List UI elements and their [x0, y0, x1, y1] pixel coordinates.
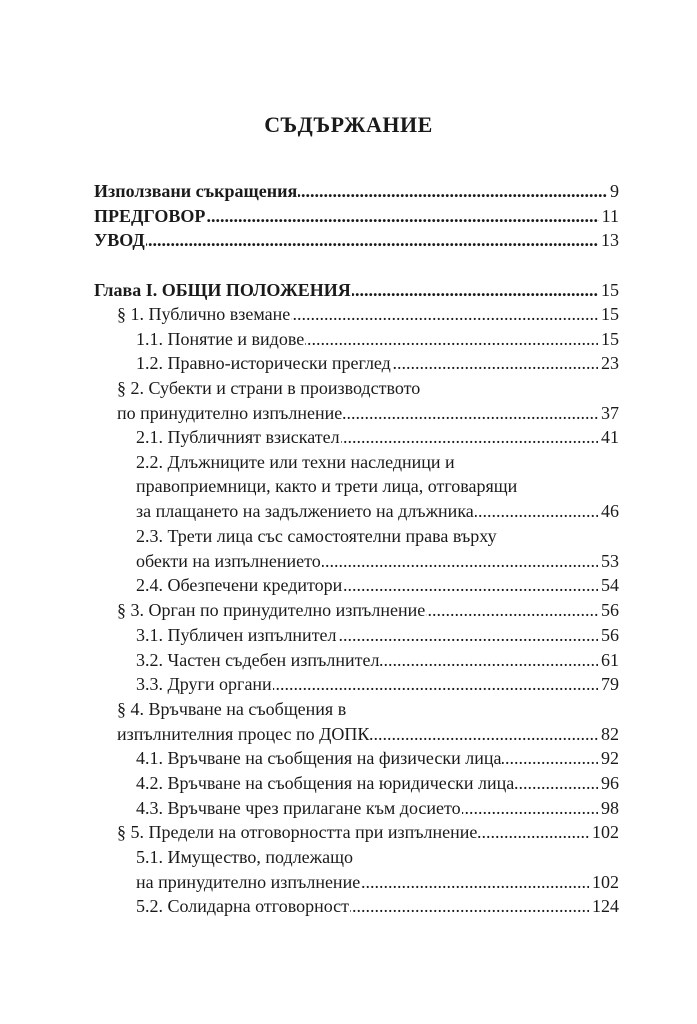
toc-entry-subsection-5-2[interactable]	[136, 894, 619, 918]
toc-entry-text: 1.1. Понятие и видове	[136, 329, 305, 349]
toc-entry-page: 11	[599, 204, 619, 228]
toc-entry-section-1[interactable]	[117, 302, 619, 326]
toc-entry-page: 79	[598, 672, 619, 696]
toc-entry-text: по принудително изпълнение	[117, 403, 343, 423]
toc-entry-subsection-2-2-line-1[interactable]: 2.2. Длъжниците или техни наследници и	[136, 452, 455, 472]
toc-entry-page: 56	[598, 598, 619, 622]
toc-entry-page: 61	[598, 648, 619, 672]
toc-entry-text: § 3. Орган по принудително изпълнение	[117, 600, 426, 620]
toc-entry-subsection-4-1[interactable]	[136, 746, 619, 770]
toc-entry-subsection-1-2[interactable]	[136, 351, 619, 375]
toc-entry-section-4[interactable]	[117, 722, 619, 746]
toc-entry-page: 96	[598, 771, 619, 795]
toc-entry-subsection-2-1[interactable]	[136, 425, 619, 449]
toc-entry-page: 92	[598, 746, 619, 770]
toc-entry-subsection-3-1[interactable]	[136, 623, 619, 647]
toc-entry-text: 2.1. Публичният взискател	[136, 427, 340, 447]
toc-entry-page: 102	[589, 820, 619, 844]
toc-entry-page: 124	[589, 894, 619, 918]
toc-entry-page: 37	[598, 401, 619, 425]
toc-entry-text: 3.3. Други органи	[136, 674, 272, 694]
toc-entry-page: 98	[598, 796, 619, 820]
toc-entry-text: обекти на изпълнението	[136, 551, 321, 571]
toc-entry-text: 1.2. Правно-исторически преглед	[136, 353, 391, 373]
toc-entry-subsection-2-3-line-1[interactable]: 2.3. Трети лица със самостоятелни права върху	[136, 526, 497, 546]
toc-entry-subsection-2-2-line-2[interactable]: правоприемници, както и трети лица, отговарящи	[136, 476, 518, 496]
toc-entry-page: 15	[598, 302, 619, 326]
toc-entry-text: Използвани съкращения	[94, 181, 298, 201]
toc-entry-section-4-line-1[interactable]: § 4. Връчване на съобщения в	[117, 699, 347, 719]
toc-entry-page: 13	[598, 228, 619, 252]
toc-entry-text: 4.1. Връчване на съобщения на физически лица	[136, 748, 502, 768]
toc-entry-section-2[interactable]	[117, 401, 619, 425]
toc-entry-text: 4.2. Връчване на съобщения на юридически лица	[136, 773, 515, 793]
toc-entry-text: ПРЕДГОВОР	[94, 206, 206, 226]
toc-entry-section-5[interactable]	[117, 820, 619, 844]
toc-entry-subsection-4-3[interactable]	[136, 796, 619, 820]
toc-entry-text: 4.3. Връчване чрез прилагане към досието	[136, 798, 461, 818]
toc-entry-page: 56	[598, 623, 619, 647]
toc-entry-text: 3.2. Частен съдебен изпълнител	[136, 650, 380, 670]
toc-entry-page: 9	[607, 179, 619, 203]
toc-entry-page: 23	[598, 351, 619, 375]
toc-entry-text: § 1. Публично вземане	[117, 304, 291, 324]
toc-entry-page: 82	[598, 722, 619, 746]
toc-entry-text: 2.4. Обезпечени кредитори	[136, 575, 343, 595]
toc-entry-chapter-1[interactable]	[94, 278, 619, 302]
toc-entry-subsection-5-1[interactable]	[136, 870, 619, 894]
toc-entry-subsection-3-3[interactable]	[136, 672, 619, 696]
toc-entry-subsection-3-2[interactable]	[136, 648, 619, 672]
toc-entry-text: на принудително изпълнение	[136, 872, 361, 892]
toc-entry-preface[interactable]	[94, 204, 619, 228]
toc-entry-page: 53	[598, 549, 619, 573]
toc-entry-page: 41	[598, 425, 619, 449]
toc-entry-text: 3.1. Публичен изпълнител	[136, 625, 337, 645]
toc-entry-section-3[interactable]	[117, 598, 619, 622]
toc-entry-subsection-5-1-line-1[interactable]: 5.1. Имущество, подлежащо	[136, 847, 353, 867]
toc-entry-page: 46	[598, 499, 619, 523]
toc-entry-text: изпълнителния процес по ДОПК	[117, 724, 370, 744]
toc-entry-page: 102	[589, 870, 619, 894]
toc-entry-introduction[interactable]	[94, 228, 619, 252]
toc-entry-subsection-2-4[interactable]	[136, 573, 619, 597]
toc-entry-subsection-2-3[interactable]	[136, 549, 619, 573]
toc-entry-subsection-1-1[interactable]	[136, 327, 619, 351]
toc-entry-page: 15	[598, 327, 619, 351]
toc-entry-text: за плащането на задължението на длъжника	[136, 501, 474, 521]
toc-entry-section-2-line-1[interactable]: § 2. Субекти и страни в производството	[117, 378, 421, 398]
page-title: СЪДЪРЖАНИЕ	[264, 112, 433, 137]
toc-entry-abbreviations[interactable]	[94, 179, 619, 203]
toc-entry-text: УВОД	[94, 230, 145, 250]
toc-entry-text: Глава I. ОБЩИ ПОЛОЖЕНИЯ	[94, 280, 351, 300]
toc-entry-page: 54	[598, 573, 619, 597]
toc-entry-text: 5.2. Солидарна отговорност	[136, 896, 350, 916]
toc-entry-text: § 5. Предели на отговорността при изпълнение	[117, 822, 478, 842]
toc-entry-subsection-4-2[interactable]	[136, 771, 619, 795]
toc-entry-subsection-2-2[interactable]	[136, 499, 619, 523]
toc-entry-page: 15	[598, 278, 619, 302]
